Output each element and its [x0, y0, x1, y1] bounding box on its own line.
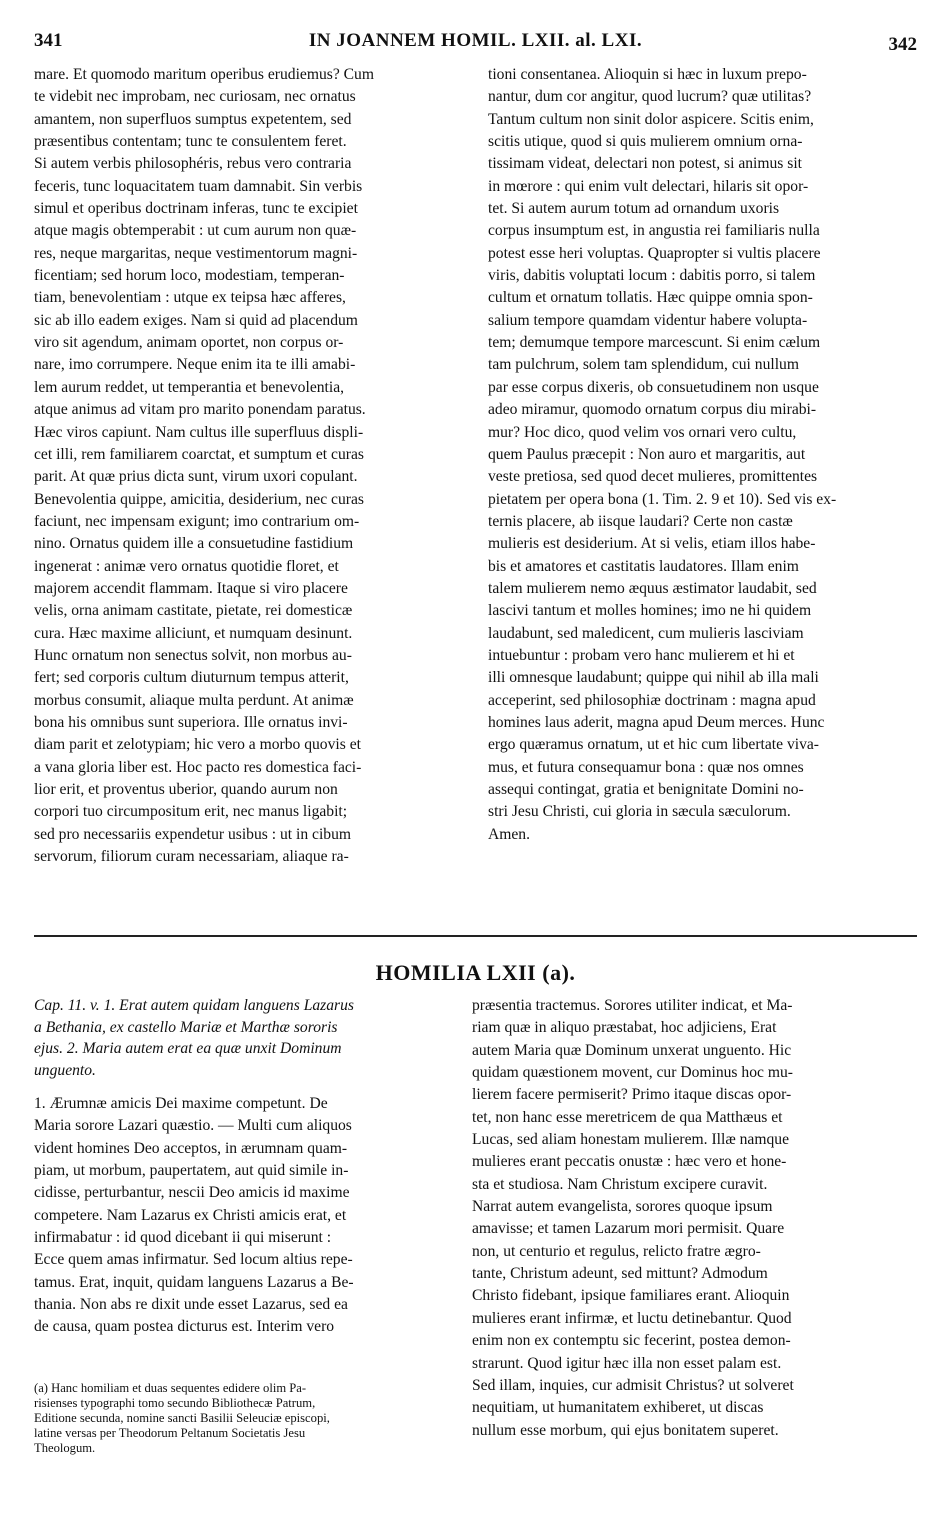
text-line: tissimam videat, delectari non potest, si animus sit	[488, 155, 802, 173]
text-line: Christo fidebant, ipsique familiares erant. Alioquin	[472, 1287, 790, 1305]
text-line: de causa, quam postea dicturus est. Interim vero	[34, 1318, 335, 1336]
intro-line: a Bethania, ex castello Mariæ et Marthæ sororis	[34, 1018, 338, 1036]
text-line: lascivi tantum et molles homines; imo ne hi quidem	[488, 602, 812, 620]
text-line: ternis placere, ab iisque laudari? Certe non castæ	[488, 512, 793, 530]
text-line: mur? Hoc dico, quod velim vos ornari vero cultu,	[488, 423, 797, 441]
text-line: nequitiam, ut humanitatem exhiberet, ut discas	[472, 1399, 764, 1417]
text-line: cidisse, perturbantur, nescii Deo amicis id maxime	[34, 1184, 350, 1202]
text-line: sta et studiosa. Nam Christum excipere curavit.	[472, 1175, 768, 1193]
text-line: tioni consentanea. Alioquin si hæc in luxum prepo-	[488, 66, 807, 83]
text-line: tet. Si autem aurum totum ad ornandum uxoris	[488, 200, 780, 218]
text-line: Amen.	[488, 825, 531, 843]
text-line: velis, orna animam castitate, pietate, rei domesticæ	[34, 602, 353, 620]
chapter-intro	[34, 995, 462, 1081]
text-line: Ecce quem amas infirmatur. Sed locum altius repe-	[34, 1251, 353, 1269]
text-line: Sed illam, inquies, cur admisit Christus? ut solveret	[472, 1376, 794, 1394]
text-line: adeo miramur, quomodo ornatum corpus diu mirabi-	[488, 401, 817, 419]
text-line: diam parit et zelotypiam; hic vero a morbo quovis et	[34, 736, 361, 754]
text-line: servorum, filiorum curam necessariam, aliaque ra-	[34, 848, 349, 866]
intro-line: Cap. 11. v. 1. Erat autem quidam languens Lazarus	[34, 997, 354, 1014]
footnote-line: latine versas per Theodorum Peltanum Societatis Jesu	[34, 1426, 306, 1440]
text-line: 1. Ærumnæ amicis Dei maxime competunt. De	[34, 1095, 328, 1112]
text-line: amantem, non superfluos sumptus expetentem, sed	[34, 110, 352, 128]
text-line: homines laus aderit, magna apud Deum merces. Hunc	[488, 713, 825, 731]
text-line: cet illi, rem familiarem coarctat, et sumptum et curas	[34, 445, 364, 463]
text-line: Benevolentia quippe, amicitia, desiderium, nec curas	[34, 490, 364, 508]
text-line: infirmabatur : id quod dicebant ii qui miserunt :	[34, 1229, 332, 1247]
text-line: faciunt, nec impensam exigunt; imo contrarium om-	[34, 512, 360, 530]
bottom-right-column	[472, 995, 896, 1442]
footnote-line: (a) Hanc homiliam et duas sequentes edidere olim Pa-	[34, 1381, 307, 1395]
text-line: illi omnesque laudabunt; quippe qui nihil ab illa mali	[488, 669, 819, 687]
text-line: mare. Et quomodo maritum operibus erudiemus? Cum	[34, 66, 374, 83]
text-line: atque magis obtemperabit : ut cum aurum non quæ-	[34, 222, 357, 240]
footnote-line: Editione secunda, nomine sancti Basilii Seleuciæ episcopi,	[34, 1411, 330, 1425]
text-line: Narrat autem evangelista, sorores quoque ipsum	[472, 1198, 773, 1216]
bottom-left-column	[34, 995, 462, 1339]
page-number-left: 341	[34, 30, 63, 51]
text-line: veste pretiosa, sed quod decet mulieres, promittentes	[488, 468, 818, 486]
section-divider	[34, 935, 917, 937]
footnote-line: Theologum.	[34, 1441, 96, 1455]
text-line: ficentiam; sed horum loco, modestiam, temperan-	[34, 267, 345, 285]
text-line: tamus. Erat, inquit, quidam languens Lazarus a Be-	[34, 1273, 354, 1291]
text-line: strarunt. Quod igitur hæc illa non esset palam est.	[472, 1354, 782, 1372]
text-line: viro sit agendum, animam oportet, non corpus or-	[34, 334, 344, 352]
text-line: te videbit nec improbam, nec curiosam, nec ornatus	[34, 88, 356, 106]
running-header	[34, 30, 917, 58]
text-line: piam, ut morbum, paupertatem, aut quid simile in-	[34, 1162, 349, 1180]
text-line: laudabunt, sed maledicent, cum mulieris lasciviam	[488, 624, 804, 642]
text-line: nullum esse morbum, qui ejus bonitatem superet.	[472, 1421, 779, 1439]
text-line: lierem facere permiserit? Primo itaque discas opor-	[472, 1086, 792, 1104]
text-line: præsentia tractemus. Sorores utiliter indicat, et Ma-	[472, 997, 793, 1014]
homily-opening-text	[34, 1093, 462, 1339]
text-line: tante, Christum adeunt, sed mittunt? Admodum	[472, 1265, 768, 1283]
text-line: lior erit, et proventus uberior, quando aurum non	[34, 781, 338, 798]
text-line: intuebuntur : probam vero hanc mulierem et hi et	[488, 646, 795, 664]
text-line: ergo quæramus ornatum, ut et hic cum libertate viva-	[488, 736, 819, 754]
text-line: Lucas, sed aliam honestam mulierem. Illæ namque	[472, 1131, 789, 1149]
text-line: feceris, tunc loquacitatem tuam damnabit. Sin verbis	[34, 177, 363, 195]
top-left-column	[34, 64, 462, 868]
text-line: nino. Ornatus quidem ille a consuetudine fastidium	[34, 535, 354, 553]
text-line: amavisse; et tamen Lazarum mori permisit. Quare	[472, 1220, 785, 1238]
text-line: Si autem verbis philosophéris, rebus vero contraria	[34, 155, 352, 173]
text-line: acceperint, sed philosophiæ doctrinam : magna apud	[488, 691, 816, 709]
text-line: atque animus ad vitam pro marito ponendam paratus.	[34, 401, 366, 419]
text-line: salium tempore quamdam videntur habere volupta-	[488, 311, 808, 329]
text-line: nantur, dum cor angitur, quod lucrum? quæ utilitas?	[488, 88, 812, 106]
footnote-line: risienses typographi tomo secundo Bibliothecæ Patrum,	[34, 1396, 316, 1410]
text-line: bis et amatores et castitatis laudatores. Illam enim	[488, 557, 799, 575]
text-line: bona his omnibus sunt superiora. Ille ornatus invi-	[34, 713, 348, 731]
text-line: mus, et futura consequamur bona : quæ nos omnes	[488, 758, 804, 776]
running-title: IN JOANNEM HOMIL. LXII. al. LXI.	[308, 30, 643, 51]
text-line: tiam, benevolentiam : utque ex teipsa hæc afferes,	[34, 289, 346, 307]
text-line: morbus consumit, aliaque multa perdunt. At animæ	[34, 691, 354, 709]
text-line: riam quæ in aliquo præstabat, hoc adjiciens, Erat	[472, 1019, 777, 1037]
text-line: cura. Hæc maxime alliciunt, et numquam desinunt.	[34, 624, 353, 642]
text-line: sic ab illo eadem exiges. Nam si quid ad placendum	[34, 311, 358, 329]
footnote	[34, 1381, 462, 1456]
text-line: par esse corpus dixeris, ob consuetudinem non usque	[488, 378, 819, 396]
text-line: Maria sorore Lazari quæstio. — Multi cum aliquos	[34, 1117, 352, 1135]
top-right-column	[488, 64, 912, 846]
text-line: quem Paulus præcepit : Non auro et margaritis, aut	[488, 445, 806, 463]
text-line: mulieris est desiderium. At si velis, etiam illos habe-	[488, 535, 816, 553]
text-line: in mœrore : qui enim vult delectari, hilaris sit opor-	[488, 177, 809, 195]
text-line: sed pro necessariis expendetur usibus : ut in cibum	[34, 825, 352, 843]
homily-title: HOMILIA LXII (a).	[375, 960, 576, 985]
text-line: potest esse heri voluptas. Quapropter si vultis placere	[488, 244, 821, 262]
intro-line: unguento.	[34, 1061, 96, 1079]
text-line: mulieres erant infirmæ, et luctu detinebantur. Quod	[472, 1309, 792, 1327]
page-number-right: 342	[888, 34, 917, 55]
text-line: tet, non hanc esse meretricem de qua Matthæus et	[472, 1108, 783, 1126]
text-line: competere. Nam Lazarus ex Christi amicis erat, et	[34, 1206, 347, 1224]
text-line: tem; demumque tempore marcescunt. Si enim cælum	[488, 334, 821, 352]
text-line: quidam quæstionem movent, cur Dominus hoc mu-	[472, 1064, 793, 1082]
text-line: corpus insumptum est, in angustia rei familiaris nulla	[488, 222, 820, 240]
text-line: pietatem per opera bona (1. Tim. 2. 9 et 10). Sed vis ex-	[488, 490, 837, 508]
text-line: Tantum cultum non sinit dolor aspicere. Scitis enim,	[488, 110, 814, 128]
text-line: stri Jesu Christi, cui gloria in sæcula sæculorum.	[488, 803, 791, 821]
text-line: enim non ex contemptu sic fecerint, postea demon-	[472, 1332, 791, 1350]
text-line: fert; sed corporis cultum diuturnum tempus atterit,	[34, 669, 349, 687]
text-line: mulieres erant peccatis onustæ : hæc vero et hone-	[472, 1153, 787, 1171]
text-line: viris, dabitis voluptati locum : dabitis porro, si talem	[488, 267, 816, 285]
text-line: corpori tuo circumpositum erit, nec manus ligabit;	[34, 803, 348, 821]
text-line: majorem accendit flammam. Itaque si viro placere	[34, 579, 348, 597]
text-line: ingenerat : animæ vero ornatus quotidie floret, et	[34, 557, 339, 575]
text-line: lem aurum reddet, ut temperantia et benevolentia,	[34, 378, 345, 396]
text-line: non, ut centurio et regulus, relicto fratre ægro-	[472, 1242, 761, 1260]
text-line: scitis utique, quod si quis mulierem omnium orna-	[488, 133, 803, 151]
text-line: cultum et ornatum tollatis. Hæc quippe omnia spon-	[488, 289, 813, 307]
text-line: præsentibus contentam; tunc te consulentem feret.	[34, 133, 347, 151]
text-line: parit. At quæ prius dicta sunt, virum uxori copulant.	[34, 468, 358, 486]
text-line: nare, imo corrumpere. Neque enim ita te illi amabi-	[34, 356, 356, 374]
text-line: Hæc viros capiunt. Nam cultus ille superfluus displi-	[34, 423, 364, 441]
text-line: thania. Non abs re dixit unde esset Lazarus, sed ea	[34, 1296, 348, 1314]
text-line: autem Maria quæ Dominum unxerat unguento. Hic	[472, 1041, 792, 1059]
text-line: res, neque margaritas, neque vestimentorum magni-	[34, 244, 358, 262]
text-line: assequi contingat, gratia et benignitate Domini no-	[488, 781, 804, 798]
text-line: Hunc ornatum non senectus solvit, non morbus au-	[34, 646, 352, 664]
text-line: talem mulierem nemo æquus æstimator laudabit, sed	[488, 579, 817, 597]
text-line: simul et operibus doctrinam inferas, tunc te excipiet	[34, 200, 358, 218]
text-line: a vana gloria liber est. Hoc pacto res domestica faci-	[34, 758, 362, 776]
text-line: vident homines Deo acceptos, in ærumnam quam-	[34, 1139, 348, 1157]
text-line: tam pulchrum, solem tam splendidum, cui nullum	[488, 356, 799, 374]
intro-line: ejus. 2. Maria autem erat ea quæ unxit Dominum	[34, 1040, 342, 1057]
